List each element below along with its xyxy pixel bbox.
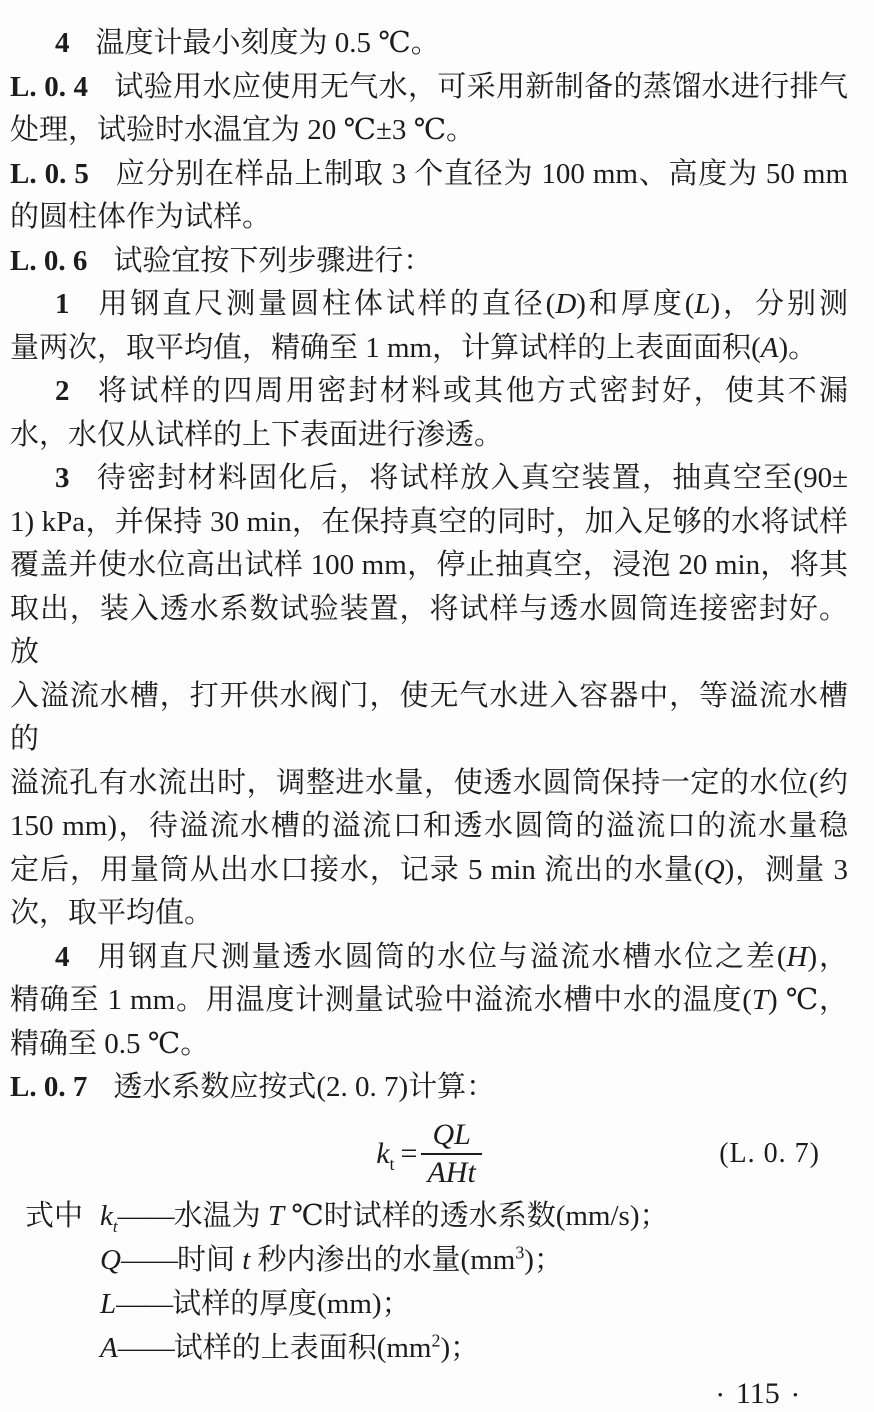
text-run: )，分别测	[710, 288, 848, 320]
page-number-value: 115	[735, 1376, 780, 1410]
body-text	[10, 22, 848, 1110]
text-run: 精确至 0.5 ℃。	[10, 1027, 210, 1060]
text-run: 温度计最小刻度为 0.5 ℃。	[95, 27, 440, 59]
text-run: 试样的厚度(mm)；	[172, 1287, 411, 1320]
text-run: 试样的上表面积(mm	[173, 1331, 432, 1364]
text-run: 150 mm)，待溢流水槽的溢流口和透水圆筒的溢流口的流水量稳	[10, 810, 848, 842]
text-line-14	[10, 588, 848, 675]
text-run: 用钢直尺测量圆柱体试样的直径(	[95, 288, 556, 320]
text-run: 处理，试验时水温宜为 20 ℃±3 ℃。	[10, 114, 476, 146]
text-line-15	[10, 675, 848, 762]
symbol-definition-A	[10, 1326, 848, 1370]
text-run: L	[694, 288, 711, 320]
bold-number: 3	[55, 462, 70, 494]
definition-symbol: A	[100, 1331, 118, 1364]
definition-dash: ——	[117, 1331, 174, 1364]
text-run: H	[786, 940, 808, 973]
text-line-5	[10, 196, 848, 240]
text-run: 取出，装入透水系数试验装置，将试样与透水圆筒连接密封好。放	[10, 592, 848, 668]
text-line-18	[10, 849, 848, 893]
text-run: 时间	[176, 1243, 243, 1276]
text-line-11	[10, 457, 848, 501]
fraction-denominator: AHt	[421, 1153, 481, 1191]
text-run: )和厚度(	[576, 288, 695, 320]
text-run: 用钢直尺测量透水圆筒的水位与溢流水槽水位之差(	[95, 940, 787, 973]
bold-number: L. 0. 4	[10, 70, 89, 103]
text-line-22	[10, 1023, 848, 1067]
text-run: ℃时试样的透水系数(mm/s)；	[284, 1199, 669, 1232]
text-run: 定后，用量筒从出水口接水，记录 5 min 流出的水量(	[10, 853, 704, 886]
fraction	[421, 1117, 481, 1191]
text-run: 透水系数应按式(2. 0. 7)计算：	[113, 1071, 496, 1103]
text-line-1	[10, 22, 848, 66]
text-run: 秒内渗出的水量(mm	[250, 1243, 516, 1276]
text-run: 精确至 1 mm。用温度计测量试验中溢流水槽中水的温度(	[10, 984, 752, 1016]
text-line-12	[10, 501, 848, 545]
fraction-numerator: QL	[432, 1117, 471, 1151]
symbol-definition-k	[10, 1194, 848, 1238]
text-run: 次，取平均值。	[10, 897, 214, 929]
text-line-6	[10, 240, 848, 284]
bold-number: L. 0. 6	[10, 244, 88, 277]
definition-dash: ——	[116, 1287, 173, 1320]
text-run: 将试样的四周用密封材料或其他方式密封好，使其不漏	[95, 375, 848, 407]
text-line-20	[10, 936, 848, 980]
text-line-2	[10, 66, 848, 110]
text-run: )，测量 3	[724, 853, 848, 886]
bold-number: 4	[55, 27, 70, 59]
text-run: 试验宜按下列步骤进行：	[113, 244, 433, 277]
text-line-17	[10, 805, 848, 849]
text-line-13	[10, 544, 848, 588]
text-run: T	[267, 1199, 285, 1232]
text-run: 量两次，取平均值，精确至 1 mm，计算试样的上表面面积(	[10, 331, 761, 364]
text-line-3	[10, 109, 848, 153]
where-label: 式中	[25, 1199, 84, 1232]
text-run: T	[751, 984, 769, 1016]
symbol-definitions	[10, 1194, 848, 1370]
text-run: 的圆柱体作为试样。	[10, 201, 272, 233]
text-run: 待密封材料固化后，将试样放入真空装置，抽真空至(90±	[95, 462, 848, 494]
definition-dash: ——	[117, 1199, 174, 1232]
equals-sign: =	[400, 1136, 418, 1170]
text-run: )；	[440, 1331, 480, 1364]
text-run: 入溢流水槽，打开供水阀门，使无气水进入容器中，等溢流水槽的	[10, 679, 848, 755]
equation-number: (L. 0. 7)	[719, 1137, 820, 1169]
text-run: 应分别在样品上制取 3 个直径为 100 mm、高度为 50 mm	[114, 157, 849, 190]
text-line-9	[10, 370, 848, 414]
text-run: D	[555, 288, 577, 320]
text-run: 水，水仅从试样的上下表面进行渗透。	[10, 418, 504, 451]
text-run: 溢流孔有水流出时，调整进水量，使透水圆筒保持一定的水位(约	[10, 766, 848, 799]
bold-number: L. 0. 7	[10, 1071, 88, 1103]
text-run: Q	[703, 853, 725, 886]
definition-symbol: L	[100, 1287, 117, 1320]
text-run: 水温为	[173, 1199, 268, 1232]
symbol-definition-Q	[10, 1238, 848, 1282]
text-line-10	[10, 414, 848, 458]
page-number	[10, 1378, 848, 1412]
text-run: 1) kPa，并保持 30 min，在保持真空的同时，加入足够的水将试样	[10, 505, 848, 538]
text-line-8	[10, 327, 848, 371]
bold-number: 1	[55, 288, 70, 320]
bold-number: 4	[55, 940, 70, 973]
text-line-23	[10, 1066, 848, 1110]
definition-symbol: Q	[100, 1243, 121, 1276]
text-run: 3	[515, 1241, 525, 1262]
symbol-definition-L	[10, 1282, 848, 1326]
formula-row	[10, 1114, 848, 1194]
text-line-16	[10, 762, 848, 806]
text-line-4	[10, 153, 848, 197]
text-line-7	[10, 283, 848, 327]
text-run: )；	[524, 1243, 563, 1276]
text-run: 试验用水应使用无气水，可采用新制备的蒸馏水进行排气	[114, 70, 848, 103]
text-run: 2	[431, 1329, 441, 1350]
page-number-right-dot: •	[792, 1387, 798, 1404]
text-run: ) ℃，	[768, 984, 848, 1016]
text-run: t	[242, 1243, 251, 1276]
page-number-left-dot: •	[717, 1387, 723, 1404]
text-line-19	[10, 892, 848, 936]
text-line-21	[10, 979, 848, 1023]
text-run: )，	[807, 940, 848, 973]
formula-lhs-subscript: t	[389, 1153, 395, 1174]
text-run: 覆盖并使水位高出试样 100 mm，停止抽真空，浸泡 20 min，将其	[10, 549, 848, 581]
text-run: )。	[778, 331, 818, 364]
definition-symbol: $k_t$	[100, 1199, 118, 1236]
definition-dash: ——	[120, 1243, 177, 1276]
bold-number: L. 0. 5	[10, 157, 89, 190]
text-run: A	[760, 331, 779, 364]
definition-symbol-subscript: t	[112, 1216, 118, 1236]
formula-lhs-symbol: $k_t$	[376, 1136, 395, 1174]
formula-kt-equation	[376, 1117, 482, 1191]
bold-number: 2	[55, 375, 70, 407]
